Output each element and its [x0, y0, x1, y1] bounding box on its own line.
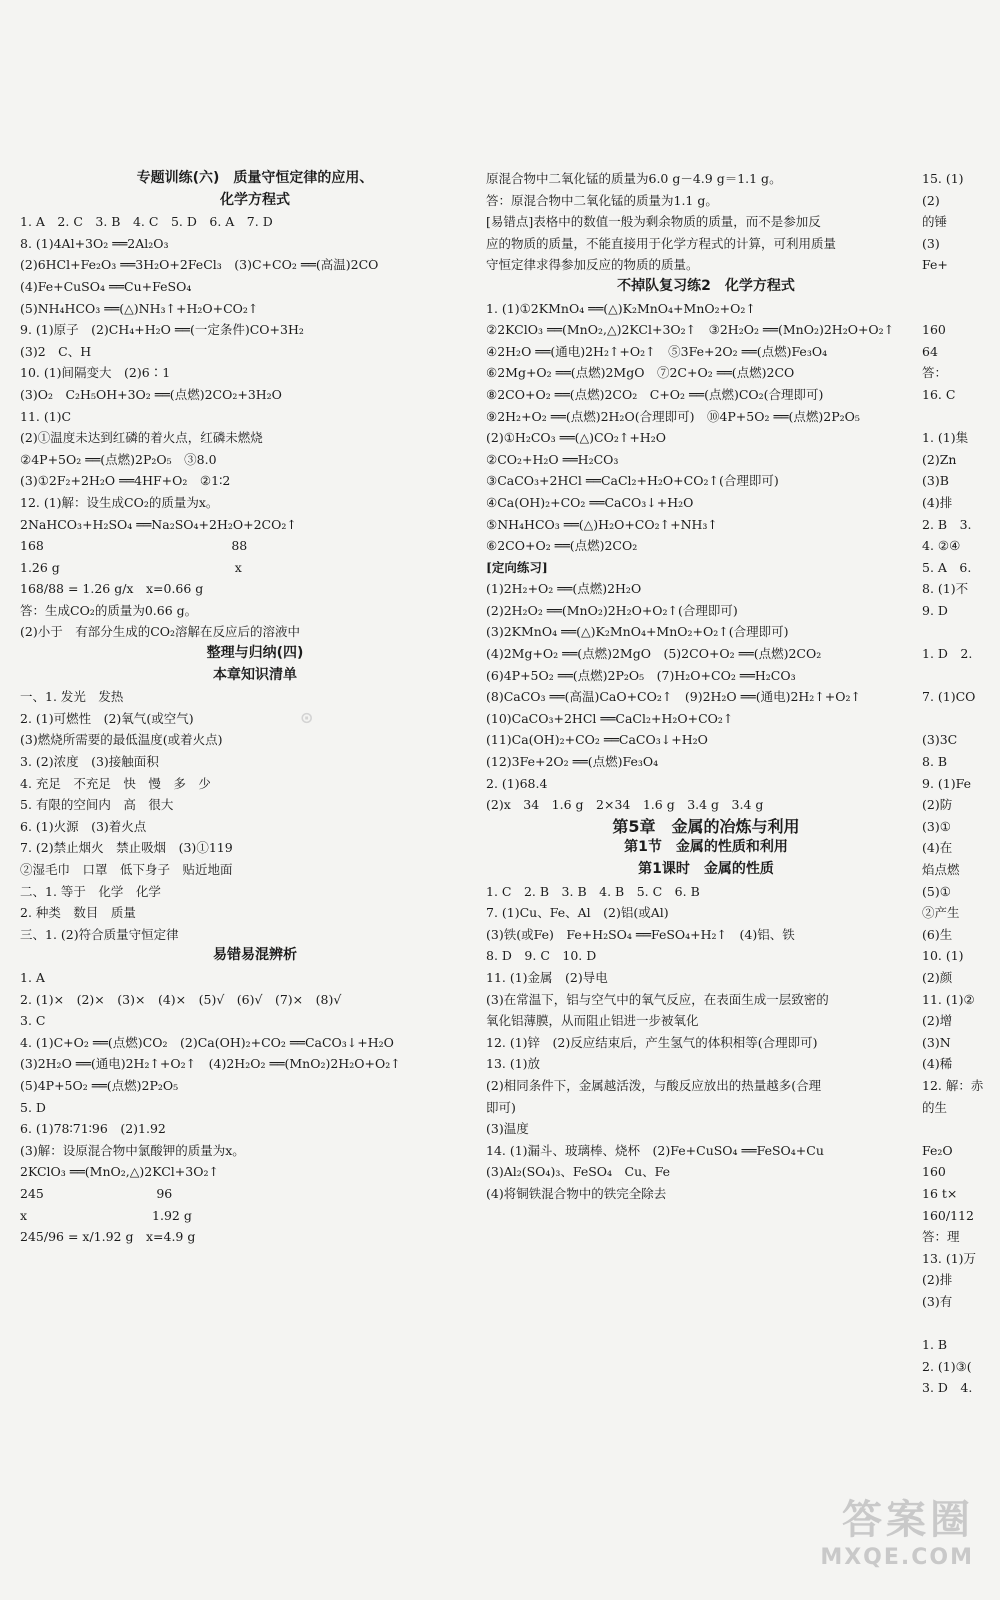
answer-line — [922, 665, 1000, 687]
answer-line: 8. B — [922, 754, 948, 770]
answer-line: (3)3C — [922, 732, 958, 748]
answer-line: ②4P+5O₂ ══(点燃)2P₂O₅ ③8.0 — [20, 451, 217, 467]
answer-line: 168/88 = 1.26 g/x x=0.66 g — [20, 581, 204, 597]
answer-line: 12. 解：赤 — [922, 1077, 984, 1093]
answer-line: ④2H₂O ══(通电)2H₂↑+O₂↑ ⑤3Fe+2O₂ ══(点燃)Fe₃O₄ — [486, 343, 828, 359]
answer-line: (3)燃烧所需要的最低温度(或着火点) — [20, 732, 223, 748]
answer-line: 7. (2)禁止烟火 禁止吸烟 (3)①119 — [20, 840, 233, 856]
answer-line: 15. (1) — [922, 171, 964, 186]
section-heading: 易错易混辨析 — [213, 947, 297, 964]
answer-line: [定向练习] — [486, 559, 548, 575]
answer-line: (3)① — [922, 818, 951, 834]
answer-line: (2)Zn — [922, 451, 957, 467]
answer-line: 二、1. 等于 化学 化学 — [20, 883, 161, 899]
answer-line: 11. (1)② — [922, 991, 975, 1007]
answer-line: 1. C 2. B 3. B 4. B 5. C 6. B — [486, 883, 700, 899]
answer-line: 1.26 g x — [20, 559, 242, 575]
answer-line: 2. (1)可燃性 (2)氧气(或空气) — [20, 710, 194, 726]
answer-line: 245/96 = x/1.92 g x=4.9 g — [20, 1229, 196, 1245]
answer-line: (2)防 — [922, 797, 953, 813]
answer-line: (2)①H₂CO₃ ══(△)CO₂↑+H₂O — [486, 430, 666, 446]
answer-line: 10. (1)间隔变大 (2)6∶1 — [20, 365, 171, 381]
answer-line: 4. 充足 不充足 快 慢 多 少 — [20, 775, 211, 791]
stamp-mark: ⊙ — [300, 708, 314, 727]
answer-line: (4)排 — [922, 494, 953, 510]
answer-line: (6)生 — [922, 926, 953, 942]
answer-line: (2)排 — [922, 1272, 953, 1288]
answer-line: 160 — [922, 1164, 946, 1180]
answer-line: 1. D 2. — [922, 646, 973, 662]
answer-line: 6. (1)火源 (3)着火点 — [20, 818, 147, 834]
answer-line: ⑨2H₂+O₂ ══(点燃)2H₂O(合理即可) ⑩4P+5O₂ ══(点燃)2P₂O₅ — [486, 408, 860, 424]
answer-line: 13. (1)放 — [486, 1056, 541, 1072]
answer-line: 答：原混合物中二氧化锰的质量为1.1 g。 — [486, 192, 718, 208]
answer-line: 64 — [922, 343, 938, 359]
answer-line: (5)NH₄HCO₃ ══(△)NH₃↑+H₂O+CO₂↑ — [20, 300, 259, 316]
answer-line: (3)铁(或Fe) Fe+H₂SO₄ ══FeSO₄+H₂↑ (4)铝、铁 — [486, 926, 795, 942]
answer-line: (11)Ca(OH)₂+CO₂ ══CaCO₃↓+H₂O — [486, 732, 708, 748]
answer-line: (2)x 34 1.6 g 2×34 1.6 g 3.4 g 3.4 g — [486, 797, 764, 813]
section-heading: 第1节 金属的性质和利用 — [624, 839, 788, 856]
answer-line: 11. (1)金属 (2)导电 — [486, 969, 608, 985]
answer-line: 2NaHCO₃+H₂SO₄ ══Na₂SO₄+2H₂O+2CO₂↑ — [20, 516, 297, 532]
answer-line: (2)小于 有部分生成的CO₂溶解在反应后的溶液中 — [20, 624, 301, 640]
answer-line: (3)2KMnO₄ ══(△)K₂MnO₄+MnO₂+O₂↑(合理即可) — [486, 624, 789, 640]
answer-line: ③CaCO₃+2HCl ══CaCl₂+H₂O+CO₂↑(合理即可) — [486, 473, 779, 489]
answer-line: ⑥2CO+O₂ ══(点燃)2CO₂ — [486, 538, 638, 554]
answer-line: 原混合物中二氧化锰的质量为6.0 g－4.9 g＝1.1 g。 — [486, 171, 782, 186]
answer-line: (3)①2F₂+2H₂O ══4HF+O₂ ②1∶2 — [20, 473, 231, 489]
watermark-text-small: MXQE.COM — [820, 1545, 974, 1570]
answer-line: ⑥2Mg+O₂ ══(点燃)2MgO ⑦2C+O₂ ══(点燃)2CO — [486, 365, 795, 381]
answer-line: 1. B — [922, 1337, 948, 1353]
answer-line: 1. A 2. C 3. B 4. C 5. D 6. A 7. D — [20, 214, 273, 230]
answer-line: 7. (1)Cu、Fe、Al (2)铝(或Al) — [486, 905, 669, 921]
answer-line: 焰点燃 — [922, 862, 960, 877]
answer-line — [922, 1118, 1000, 1140]
answer-line: 6. (1)78∶71∶96 (2)1.92 — [20, 1121, 166, 1137]
answer-line: (2)相同条件下，金属越活泼，与酸反应放出的热量越多(合理 — [486, 1077, 822, 1093]
answer-line: 8. (1)4Al+3O₂ ══2Al₂O₃ — [20, 235, 169, 251]
answer-line: 5. 有限的空间内 高 很大 — [20, 797, 174, 813]
watermark-logo — [820, 1488, 974, 1570]
answer-line: Fe+ — [922, 257, 948, 273]
answer-line — [922, 406, 1000, 428]
answer-line: 3. (2)浓度 (3)接触面积 — [20, 754, 159, 770]
answer-line: 三、1. (2)符合质量守恒定律 — [20, 926, 179, 942]
answer-line: 160/112 — [922, 1207, 974, 1223]
answer-line — [922, 276, 1000, 298]
answer-line: 氧化铝薄膜，从而阻止铝进一步被氧化 — [486, 1013, 699, 1029]
answer-line: (2) — [922, 192, 940, 208]
section-heading: 专题训练(六) 质量守恒定律的应用、 — [136, 170, 374, 186]
section-heading: 第5章 金属的冶炼与利用 — [612, 816, 800, 836]
answer-line: (3)2 C、H — [20, 343, 92, 359]
answer-line: (3) — [922, 235, 940, 251]
answer-line: (5)4P+5O₂ ══(点燃)2P₂O₅ — [20, 1077, 179, 1093]
answer-line: (4)在 — [922, 840, 953, 856]
answer-column-2 — [486, 168, 926, 1205]
answer-line: (3)2H₂O ══(通电)2H₂↑+O₂↑ (4)2H₂O₂ ══(MnO₂)2H₂O+O₂↑ — [20, 1056, 401, 1072]
answer-line: 160 — [922, 322, 946, 338]
answer-line: 12. (1)解：设生成CO₂的质量为x。 — [20, 494, 219, 510]
answer-line: 一、1. 发光 发热 — [20, 689, 124, 705]
answer-line: ②产生 — [922, 905, 960, 921]
answer-line: (4)Fe+CuSO₄ ══Cu+FeSO₄ — [20, 278, 192, 294]
answer-line: (3)有 — [922, 1293, 953, 1309]
answer-line: (3)N — [922, 1034, 951, 1050]
answer-line: 8. D 9. C 10. D — [486, 948, 597, 964]
answer-line: (6)4P+5O₂ ══(点燃)2P₂O₅ (7)H₂O+CO₂ ══H₂CO₃ — [486, 667, 796, 683]
answer-line: 4. ②④ — [922, 538, 961, 554]
answer-line: 8. (1)不 — [922, 581, 969, 597]
answer-line: 2. (1)× (2)× (3)× (4)× (5)√ (6)√ (7)× (8)√ — [20, 991, 342, 1007]
section-heading: 第1课时 金属的性质 — [638, 861, 774, 877]
answer-line: (3)Al₂(SO₄)₃、FeSO₄ Cu、Fe — [486, 1164, 671, 1180]
answer-line: (2)2H₂O₂ ══(MnO₂)2H₂O+O₂↑(合理即可) — [486, 602, 738, 618]
answer-line: 12. (1)锌 (2)反应结束后，产生氢气的体积相等(合理即可) — [486, 1034, 818, 1050]
answer-line: (4)稀 — [922, 1056, 953, 1072]
answer-line: 3. C — [20, 1013, 46, 1029]
answer-line: (1)2H₂+O₂ ══(点燃)2H₂O — [486, 581, 642, 597]
answer-line: (2)颜 — [922, 969, 953, 985]
answer-line: 11. (1)C — [20, 408, 72, 424]
answer-line: Fe₂O — [922, 1142, 953, 1158]
section-heading: 不掉队复习练2 化学方程式 — [617, 277, 795, 294]
answer-line: [易错点]表格中的数值一般为剩余物质的质量，而不是参加反 — [486, 214, 821, 230]
answer-line: (4)将铜铁混合物中的铁完全除去 — [486, 1185, 667, 1201]
answer-line: 16 t× — [922, 1185, 958, 1201]
answer-line: x 1.92 g — [20, 1207, 192, 1223]
answer-line: 13. (1)万 — [922, 1250, 977, 1266]
answer-line: ④Ca(OH)₂+CO₂ ══CaCO₃↓+H₂O — [486, 494, 694, 510]
answer-line: (4)2Mg+O₂ ══(点燃)2MgO (5)2CO+O₂ ══(点燃)2CO₂ — [486, 646, 822, 662]
answer-line: (3)在常温下，铝与空气中的氧气反应，在表面生成一层致密的 — [486, 991, 829, 1007]
section-heading: 整理与归纳(四) — [206, 645, 304, 662]
answer-line: 守恒定律求得参加反应的物质的质量。 — [486, 257, 699, 273]
answer-line: 应的物质的质量，不能直接用于化学方程式的计算，可利用质量 — [486, 235, 837, 251]
answer-line: 1. (1)集 — [922, 430, 969, 446]
answer-line: 2. 种类 数目 质量 — [20, 905, 136, 921]
answer-line — [922, 621, 1000, 643]
answer-line: 7. (1)CO — [922, 689, 976, 705]
answer-line: (3)温度 — [486, 1121, 529, 1137]
answer-line: 168 88 — [20, 538, 248, 554]
answer-line: ②CO₂+H₂O ══H₂CO₃ — [486, 451, 619, 467]
answer-line: 10. (1) — [922, 948, 964, 964]
answer-line: ②2KClO₃ ══(MnO₂,△)2KCl+3O₂↑ ③2H₂O₂ ══(MnO₂)2H₂O+O₂↑ — [486, 322, 895, 338]
answer-line: (10)CaCO₃+2HCl ══CaCl₂+H₂O+CO₂↑ — [486, 710, 734, 726]
answer-line: ②湿毛巾 口罩 低下身子 贴近地面 — [20, 862, 233, 877]
answer-line: (5)① — [922, 883, 951, 899]
answer-line: ⑧2CO+O₂ ══(点燃)2CO₂ C+O₂ ══(点燃)CO₂(合理即可) — [486, 386, 824, 402]
answer-line: (3)解：设原混合物中氯酸钾的质量为x。 — [20, 1142, 245, 1158]
answer-line: 5. A 6. — [922, 559, 972, 575]
answer-line — [922, 708, 1000, 730]
answer-line: 1. (1)①2KMnO₄ ══(△)K₂MnO₄+MnO₂+O₂↑ — [486, 300, 756, 316]
answer-line: 2. B 3. — [922, 516, 972, 532]
answer-column-1 — [20, 168, 490, 1248]
answer-line — [922, 1312, 1000, 1334]
answer-line: 4. (1)C+O₂ ══(点燃)CO₂ (2)Ca(OH)₂+CO₂ ══CaCO₃↓+H₂O — [20, 1034, 394, 1050]
answer-line: 16. C — [922, 386, 956, 402]
answer-line: 9. (1)Fe — [922, 775, 971, 791]
answer-line: 5. D — [20, 1099, 46, 1115]
answer-line: 2KClO₃ ══(MnO₂,△)2KCl+3O₂↑ — [20, 1164, 219, 1180]
answer-line: (3)O₂ C₂H₅OH+3O₂ ══(点燃)2CO₂+3H₂O — [20, 386, 282, 402]
answer-column-3-cropped — [922, 168, 1000, 1399]
answer-line — [922, 298, 1000, 320]
answer-line: (2)增 — [922, 1013, 953, 1029]
answer-line: 2. (1)68.4 — [486, 775, 548, 791]
answer-line: (2)6HCl+Fe₂O₃ ══3H₂O+2FeCl₃ (3)C+CO₂ ══(高温)2CO — [20, 257, 379, 273]
answer-line: 答：生成CO₂的质量为0.66 g。 — [20, 602, 198, 618]
answer-line: ⑤NH₄HCO₃ ══(△)H₂O+CO₂↑+NH₃↑ — [486, 516, 718, 532]
answer-line: 即可) — [486, 1099, 516, 1115]
section-heading: 化学方程式 — [220, 191, 290, 208]
answer-line: 14. (1)漏斗、玻璃棒、烧杯 (2)Fe+CuSO₄ ══FeSO₄+Cu — [486, 1142, 824, 1158]
answer-line: 9. D — [922, 602, 948, 618]
watermark-text-large: 答案圈 — [842, 1497, 974, 1543]
answer-line: (2)①温度未达到红磷的着火点，红磷未燃烧 — [20, 430, 263, 446]
answer-line: 答：理 — [922, 1229, 960, 1245]
answer-line: (12)3Fe+2O₂ ══(点燃)Fe₃O₄ — [486, 754, 659, 770]
answer-line: 1. A — [20, 969, 45, 985]
answer-line: (8)CaCO₃ ══(高温)CaO+CO₂↑ (9)2H₂O ══(通电)2H₂↑+O₂↑ — [486, 689, 862, 705]
answer-line: 的生 — [922, 1099, 948, 1115]
answer-line: 245 96 — [20, 1185, 173, 1201]
answer-line: 3. D 4. — [922, 1380, 973, 1396]
answer-line: (3)B — [922, 473, 949, 489]
answer-line: 9. (1)原子 (2)CH₄+H₂O ══(一定条件)CO+3H₂ — [20, 322, 304, 338]
section-heading: 本章知识清单 — [213, 666, 297, 683]
answer-line: 的锤 — [922, 214, 948, 230]
answer-line: 答： — [922, 365, 948, 381]
answer-line: 2. (1)③( — [922, 1358, 972, 1374]
